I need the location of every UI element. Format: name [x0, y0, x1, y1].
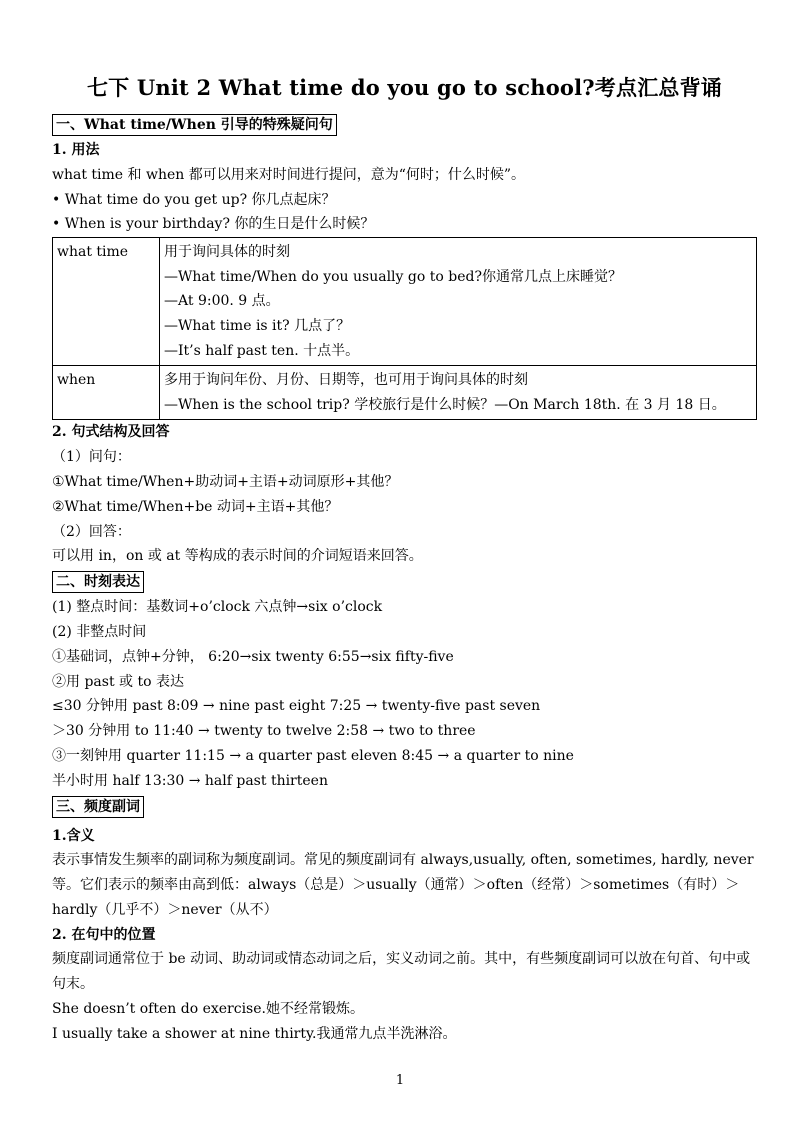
page-number: 1 — [395, 1073, 405, 1088]
bullet-item: • What time do you get up? 你几点起床？ — [52, 191, 336, 208]
section-1-sub-usage: 1. 用法 — [52, 142, 100, 158]
position-paragraph: 频度副词通常位于 be 动词、助动词或情态动词之后，实义动词之前。其中，有些频度副词可以放在句首、句中或句末。 — [52, 951, 751, 993]
section-1-intro: what time 和 when 都可以用来对时间进行提问，意为“何时；什么时候”。 — [52, 166, 526, 183]
meaning-paragraph: 表示事情发生频率的副词称为频度副词。常见的频度副词有 always,usually, often, sometimes, hardly, never 等。它们表示的频率由高到低：always（总是）＞usually（通常）＞often（经常）＞sometimes（有时）＞hardly（几乎不）＞never（从不） — [52, 852, 754, 918]
time-expression-line: 半小时用 half 13:30 → half past thirteen — [52, 772, 328, 789]
table-line: —What time/When do you usually go to bed?你通常几点上床睡觉？ — [164, 268, 622, 285]
section-2-heading: 二、时刻表达 — [52, 571, 144, 593]
table-key-cell: when — [53, 366, 160, 420]
table-row — [53, 366, 757, 420]
section-3-sub-position: 2. 在句中的位置 — [52, 926, 156, 943]
structure-line: （2）回答： — [52, 523, 131, 540]
section-2 — [52, 569, 757, 793]
section-3-sub-meaning: 1.含义 — [52, 827, 95, 844]
structure-line: ②What time/When+be 动词+主语+其他？ — [52, 498, 339, 515]
document-title: 七下 Unit 2 What time do you go to school?考点汇总背诵 — [86, 75, 723, 100]
table-value-cell — [160, 238, 757, 366]
bullet-item: • When is your birthday? 你的生日是什么时候？ — [52, 216, 375, 233]
table-line: 用于询问具体的时刻 — [164, 244, 290, 261]
table-key-cell: what time — [53, 238, 160, 366]
table-value-cell — [160, 366, 757, 420]
document-page — [52, 72, 757, 1047]
time-expression-line: ≤30 分钟用 past 8:09 → nine past eight 7:25 → twenty-five past seven — [52, 698, 541, 715]
table-line: —When is the school trip? 学校旅行是什么时候？—On March 18th. 在 3 月 18 日。 — [164, 396, 726, 413]
table-line: —It’s half past ten. 十点半。 — [164, 342, 360, 359]
section-3-heading: 三、频度副词 — [52, 796, 144, 818]
section-3 — [52, 794, 757, 1047]
table-line: —What time is it? 几点了？ — [164, 317, 351, 334]
time-expression-line: ③一刻钟用 quarter 11:15 → a quarter past eleven 8:45 → a quarter to nine — [52, 747, 574, 764]
example-sentence: I usually take a shower at nine thirty.我通常九点半洗淋浴。 — [52, 1025, 457, 1042]
table-line: 多用于询问年份、月份、日期等，也可用于询问具体的时刻 — [164, 372, 528, 389]
example-sentence: She doesn’t often do exercise.她不经常锻炼。 — [52, 1001, 364, 1018]
section-1-heading: 一、What time/When 引导的特殊疑问句 — [52, 114, 337, 136]
time-expression-line: ②用 past 或 to 表达 — [52, 673, 184, 690]
table-line: —At 9:00. 9 点。 — [164, 293, 280, 310]
section-1-sub-structure: 2. 句式结构及回答 — [52, 424, 170, 441]
time-expression-line: (1) 整点时间：基数词+o’clock 六点钟→six o’clock — [52, 599, 383, 616]
structure-line: （1）问句： — [52, 449, 131, 466]
time-expression-line: ＞30 分钟用 to 11:40 → twenty to twelve 2:58 → two to three — [52, 723, 476, 740]
usage-table — [52, 237, 757, 420]
structure-line: 可以用 in，on 或 at 等构成的表示时间的介词短语来回答。 — [52, 548, 423, 565]
time-expression-line: ①基础词，点钟+分钟， 6:20→six twenty 6:55→six fifty-five — [52, 648, 454, 665]
table-row — [53, 238, 757, 366]
time-expression-line: (2) 非整点时间 — [52, 623, 147, 640]
section-1 — [52, 112, 757, 569]
structure-line: ①What time/When+助动词+主语+动词原形+其他？ — [52, 473, 399, 490]
